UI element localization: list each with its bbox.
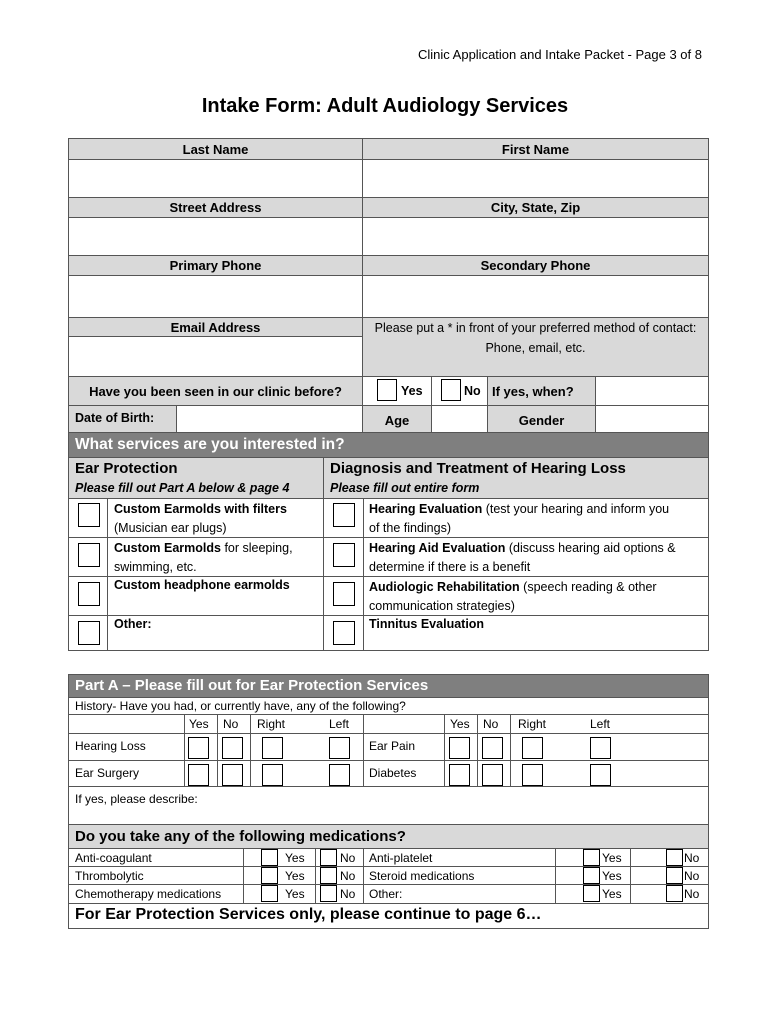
street-field[interactable]: [71, 219, 360, 255]
audiologic-rehab-checkbox[interactable]: [333, 582, 355, 606]
headphone-earmolds-checkbox[interactable]: [78, 582, 100, 606]
med-other-label: Other:: [369, 887, 403, 901]
preferred-contact-note: Please put a * in front of your preferred method of contact: Phone, email, etc.: [363, 318, 708, 376]
page-header-note: Clinic Application and Intake Packet - Page 3 of 8: [417, 47, 702, 62]
describe-field[interactable]: [209, 789, 704, 823]
tinnitus-evaluation-label: Tinnitus Evaluation: [369, 617, 485, 631]
steroid-no-label: No: [684, 869, 700, 883]
first-name-label: First Name: [363, 139, 708, 159]
antiplatelet-yes-label: Yes: [602, 851, 622, 865]
secondary-phone-field[interactable]: [365, 277, 706, 317]
steroid-no-checkbox[interactable]: [666, 867, 683, 884]
age-label: Age: [363, 406, 431, 434]
hearing-loss-right-checkbox[interactable]: [262, 737, 283, 759]
gender-label: Gender: [488, 406, 595, 434]
last-name-field[interactable]: [71, 161, 360, 197]
chemo-yes-checkbox[interactable]: [261, 885, 278, 902]
form-title: Intake Form: Adult Audiology Services: [201, 95, 569, 117]
diagnosis-subtitle: Please fill out entire form: [330, 481, 480, 495]
when-field[interactable]: [597, 379, 707, 403]
tinnitus-evaluation-checkbox[interactable]: [333, 621, 355, 645]
ear-surgery-label: Ear Surgery: [75, 766, 140, 780]
ear-surgery-left-checkbox[interactable]: [329, 764, 350, 786]
anticoagulant-yes-checkbox[interactable]: [261, 849, 278, 866]
ear-protection-title: Ear Protection: [75, 460, 178, 477]
diagnosis-title: Diagnosis and Treatment of Hearing Loss: [330, 460, 626, 477]
city-label: City, State, Zip: [363, 198, 708, 217]
hearing-evaluation-label: Hearing Evaluation (test your hearing and inform you of the findings): [369, 502, 670, 535]
ear-surgery-no-checkbox[interactable]: [222, 764, 243, 786]
thrombolytic-yes-checkbox[interactable]: [261, 867, 278, 884]
other-med-yes-checkbox[interactable]: [583, 885, 600, 902]
diabetes-right-checkbox[interactable]: [522, 764, 543, 786]
primary-phone-field[interactable]: [71, 277, 360, 317]
hearing-loss-label: Hearing Loss: [75, 739, 146, 753]
hearing-loss-no-checkbox[interactable]: [222, 737, 243, 759]
seen-no-label: No: [464, 384, 481, 398]
dob-field[interactable]: [178, 408, 360, 432]
last-name-label: Last Name: [69, 139, 362, 159]
chemo-yes-label: Yes: [285, 887, 305, 901]
secondary-phone-label: Secondary Phone: [363, 256, 708, 275]
chemo-no-checkbox[interactable]: [320, 885, 337, 902]
hearing-loss-yes-checkbox[interactable]: [188, 737, 209, 759]
ear-pain-no-checkbox[interactable]: [482, 737, 503, 759]
diabetes-label: Diabetes: [369, 766, 417, 780]
col-left-left: Left: [329, 717, 350, 731]
chemo-no-label: No: [340, 887, 356, 901]
anticoagulant-no-checkbox[interactable]: [320, 849, 337, 866]
ear-pain-yes-checkbox[interactable]: [449, 737, 470, 759]
part-a-heading: Part A – Please fill out for Ear Protection Services: [69, 675, 708, 697]
ear-surgery-right-checkbox[interactable]: [262, 764, 283, 786]
other-med-no-checkbox[interactable]: [666, 885, 683, 902]
anticoagulant-yes-label: Yes: [285, 851, 305, 865]
first-name-field[interactable]: [365, 161, 706, 197]
earmolds-filters-label: Custom Earmolds with filters (Musician ear plugs): [114, 502, 287, 535]
med-chemo-label: Chemotherapy medications: [75, 887, 222, 901]
primary-phone-label: Primary Phone: [69, 256, 362, 275]
steroid-yes-checkbox[interactable]: [583, 867, 600, 884]
col-yes-right: Yes: [450, 717, 470, 731]
diabetes-yes-checkbox[interactable]: [449, 764, 470, 786]
col-right-left: Right: [257, 717, 286, 731]
headphone-earmolds-label: Custom headphone earmolds: [114, 578, 290, 592]
earmolds-sleeping-checkbox[interactable]: [78, 543, 100, 567]
hearing-aid-evaluation-checkbox[interactable]: [333, 543, 355, 567]
seen-no-checkbox[interactable]: [441, 379, 461, 401]
col-left-right: Left: [590, 717, 611, 731]
col-right-right: Right: [518, 717, 547, 731]
dob-label: Date of Birth:: [69, 406, 176, 434]
other-med-no-label: No: [684, 887, 700, 901]
antiplatelet-yes-checkbox[interactable]: [583, 849, 600, 866]
thrombolytic-yes-label: Yes: [285, 869, 305, 883]
ear-pain-label: Ear Pain: [369, 739, 416, 753]
med-antiplatelet-label: Anti-platelet: [369, 851, 433, 865]
seen-yes-checkbox[interactable]: [377, 379, 397, 401]
services-heading: What services are you interested in?: [69, 433, 708, 457]
hearing-evaluation-checkbox[interactable]: [333, 503, 355, 527]
med-anticoagulant-label: Anti-coagulant: [75, 851, 152, 865]
other-service-label: Other:: [114, 617, 152, 631]
seen-yes-label: Yes: [401, 384, 423, 398]
col-no-left: No: [223, 717, 239, 731]
city-field[interactable]: [365, 219, 706, 255]
email-field[interactable]: [71, 338, 360, 374]
med-thrombolytic-label: Thrombolytic: [75, 869, 144, 883]
services-section: [68, 432, 709, 651]
med-steroid-label: Steroid medications: [369, 869, 475, 883]
col-yes-left: Yes: [189, 717, 209, 731]
history-question: History- Have you had, or currently have, any of the following?: [75, 699, 406, 713]
seen-before-label: Have you been seen in our clinic before?: [69, 377, 362, 405]
steroid-yes-label: Yes: [602, 869, 622, 883]
continue-note: For Ear Protection Services only, please continue to page 6…: [75, 906, 542, 923]
audiologic-rehab-label: Audiologic Rehabilitation (speech reading & other communication strategies): [369, 580, 657, 613]
thrombolytic-no-checkbox[interactable]: [320, 867, 337, 884]
part-a-section: [68, 674, 709, 929]
hearing-aid-evaluation-label: Hearing Aid Evaluation (discuss hearing aid options & determine if there is a benefit: [369, 541, 676, 574]
thrombolytic-no-label: No: [340, 869, 356, 883]
describe-label: If yes, please describe:: [75, 792, 198, 806]
age-field[interactable]: [433, 408, 485, 432]
earmolds-filters-checkbox[interactable]: [78, 503, 100, 527]
antiplatelet-no-label: No: [684, 851, 700, 865]
diabetes-left-checkbox[interactable]: [590, 764, 611, 786]
col-no-right: No: [483, 717, 499, 731]
anticoagulant-no-label: No: [340, 851, 356, 865]
contact-grid: [68, 138, 709, 433]
email-label: Email Address: [69, 318, 362, 336]
diabetes-no-checkbox[interactable]: [482, 764, 503, 786]
if-yes-when-label: If yes, when?: [488, 377, 595, 405]
other-med-yes-label: Yes: [602, 887, 622, 901]
medications-heading: Do you take any of the following medications?: [69, 825, 708, 848]
earmolds-sleeping-label: Custom Earmolds for sleeping, swimming, etc.: [114, 541, 293, 574]
antiplatelet-no-checkbox[interactable]: [666, 849, 683, 866]
street-label: Street Address: [69, 198, 362, 217]
hearing-loss-left-checkbox[interactable]: [329, 737, 350, 759]
other-service-checkbox[interactable]: [78, 621, 100, 645]
ear-pain-left-checkbox[interactable]: [590, 737, 611, 759]
ear-pain-right-checkbox[interactable]: [522, 737, 543, 759]
ear-surgery-yes-checkbox[interactable]: [188, 764, 209, 786]
ear-protection-subtitle: Please fill out Part A below & page 4: [75, 481, 290, 495]
